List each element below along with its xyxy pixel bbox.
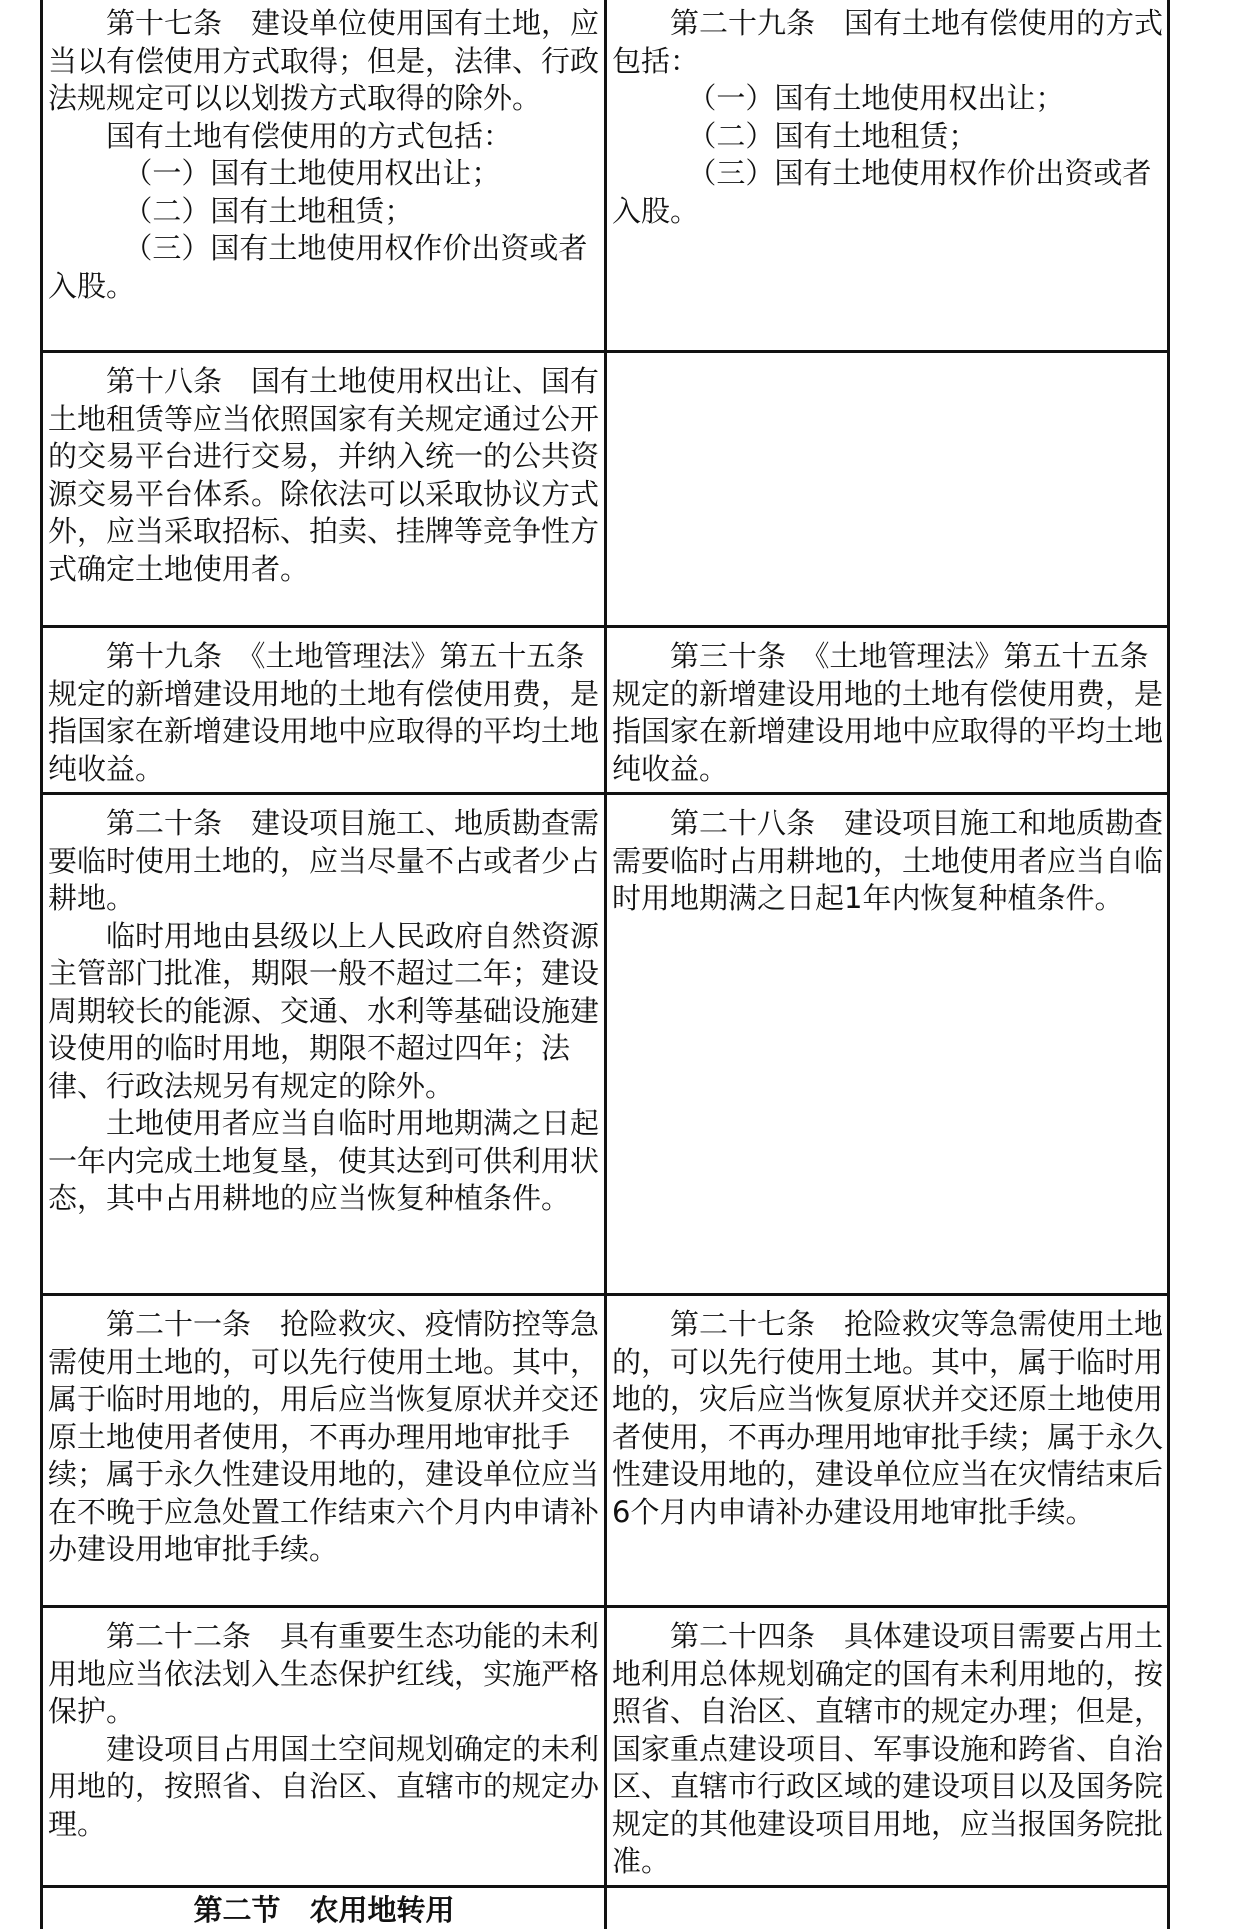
article-item: （一）国有土地使用权出让； [123,156,501,190]
right-cell-article-27 [606,1295,1169,1607]
table-row [42,352,1169,627]
article-text: 土地使用者应当自临时用地期满之日起一年内完成土地复垦，使其达到可供利用状态，其中占用耕地的应当恢复种植条件。 [48,1106,600,1215]
table-row [42,0,1169,352]
left-cell-article-19 [42,627,606,794]
right-cell-article-24 [606,1607,1169,1887]
left-cell-article-20 [42,794,606,1295]
section-right-cell [606,1886,1169,1929]
article-text: 第二十七条 抢险救灾等急需使用土地的，可以先行使用土地。其中，属于临时用地的，灾后应当恢复原状并交还原土地使用者使用，不再办理用地审批手续；属于永久性建设用地的，建设单位应当在灾情结束后6个月内申请补办建设用地审批手续。 [612,1307,1164,1529]
right-cell-article-29 [606,0,1169,352]
article-text: 第二十四条 具体建设项目需要占用土地利用总体规划确定的国有未利用地的，按照省、自治区、直辖市的规定办理；但是，国家重点建设项目、军事设施和跨省、自治区、直辖市行政区域的建设项目以及国务院规定的其他建设项目用地，应当报国务院批准。 [612,1619,1164,1878]
article-item: （一）国有土地使用权出让； [687,81,1065,115]
article-text: 第二十条 建设项目施工、地质勘查需要临时使用土地的，应当尽量不占或者少占耕地。 [48,806,600,915]
table-row [42,794,1169,1295]
article-text: 第十八条 国有土地使用权出让、国有土地租赁等应当依照国家有关规定通过公开的交易平台进行交易，并纳入统一的公共资源交易平台体系。除依法可以采取协议方式外，应当采取招标、拍卖、挂牌等竞争性方式确定土地使用者。 [48,364,600,586]
table-row [42,1607,1169,1887]
table-row [42,1295,1169,1607]
article-text: 第十九条 《土地管理法》第五十五条规定的新增建设用地的土地有偿使用费，是指国家在新增建设用地中应取得的平均土地纯收益。 [48,639,600,786]
comparison-table [40,0,1170,1929]
table-row [42,627,1169,794]
right-cell-empty [606,352,1169,627]
article-text: 第二十一条 抢险救灾、疫情防控等急需使用土地的，可以先行使用土地。其中，属于临时用地的，用后应当恢复原状并交还原土地使用者使用，不再办理用地审批手续；属于永久性建设用地的，建设单位应当在不晚于应急处置工作结束六个月内申请补办建设用地审批手续。 [48,1307,600,1566]
article-text: 国有土地有偿使用的方式包括： [106,118,513,153]
article-item: （三）国有土地使用权作价出资或者入股。 [612,156,1152,228]
section-row [42,1886,1169,1929]
right-cell-article-28 [606,794,1169,1295]
right-cell-article-30 [606,627,1169,794]
article-text: 临时用地由县级以上人民政府自然资源主管部门批准，期限一般不超过二年；建设周期较长的能源、交通、水利等基础设施建设使用的临时用地，期限不超过四年；法律、行政法规另有规定的除外。 [48,918,600,1103]
article-text: 建设项目占用国土空间规划确定的未利用地的，按照省、自治区、直辖市的规定办理。 [48,1731,600,1841]
article-text: 第二十二条 具有重要生态功能的未利用地应当依法划入生态保护红线，实施严格保护。 [48,1619,600,1728]
article-text: 第二十九条 国有土地有偿使用的方式包括： [612,6,1164,78]
article-text: 第十七条 建设单位使用国有土地，应当以有偿使用方式取得；但是，法律、行政法规规定可以以划拨方式取得的除外。 [48,6,600,115]
section-heading: 第二节 农用地转用 [193,1892,455,1927]
article-item: （二）国有土地租赁； [687,118,978,153]
article-item: （二）国有土地租赁； [123,193,414,228]
article-text: 第二十八条 建设项目施工和地质勘查需要临时占用耕地的，土地使用者应当自临时用地期满之日起1年内恢复种植条件。 [612,806,1164,915]
left-cell-article-22 [42,1607,606,1887]
left-cell-article-21 [42,1295,606,1607]
left-cell-article-17 [42,0,606,352]
article-text: 第三十条 《土地管理法》第五十五条规定的新增建设用地的土地有偿使用费，是指国家在新增建设用地中应取得的平均土地纯收益。 [612,639,1164,786]
left-cell-article-18 [42,352,606,627]
section-heading-cell [42,1886,606,1929]
article-item: （三）国有土地使用权作价出资或者入股。 [48,231,588,303]
